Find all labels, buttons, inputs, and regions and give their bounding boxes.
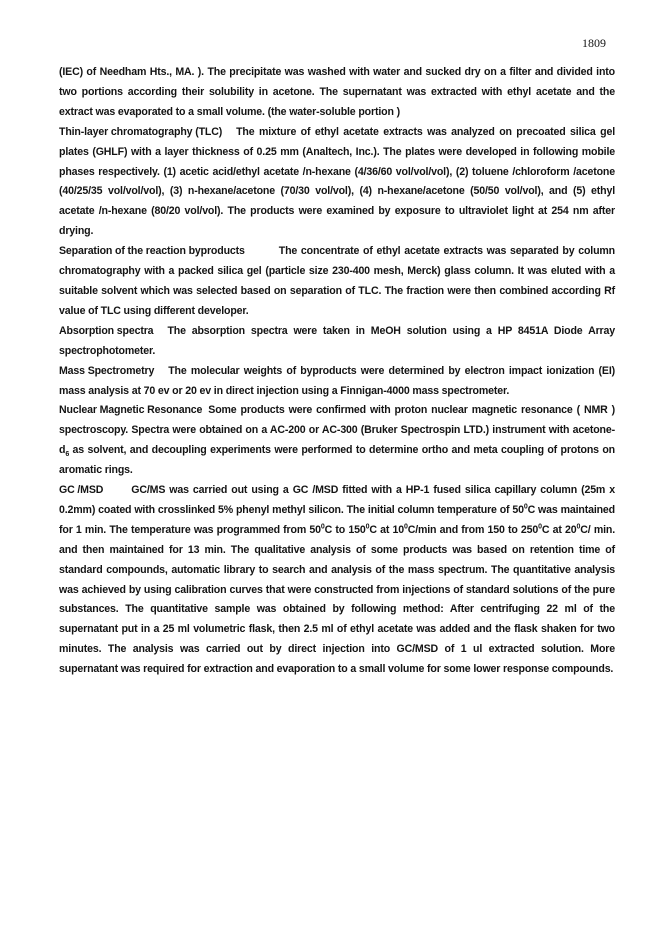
separation-heading: Separation of the reaction byproducts xyxy=(59,245,245,258)
tlc-heading: Thin-layer chromatography (TLC) xyxy=(59,125,223,138)
nmr-subscript: 6 xyxy=(65,451,70,459)
nmr-heading: Nuclear Magnetic Resonance xyxy=(59,404,203,417)
nmr-text-before: Some products were confirmed with proton nuclear magnetic resonance ( NMR ) spectroscopy. Spectra were obtained on a AC-200 or AC-300 (Bruker Spectrospin LTD.) instrument with acetone-d xyxy=(59,404,615,457)
article-body xyxy=(59,63,615,680)
separation-paragraph xyxy=(59,242,615,322)
degree-mark: 0 xyxy=(538,523,542,531)
page-number: 1809 xyxy=(582,36,606,50)
intro-paragraph: (IEC) of Needham Hts., MA. ). The precipitate was washed with water and sucked dry on a filter and divided into two portions according their solubility in acetone. The supernatant was extracted with ethyl acetate and the extract was evaporated to a small volume. (the water-soluble portion ) xyxy=(59,66,615,118)
mass-heading: Mass Spectrometry xyxy=(59,364,155,377)
degree-mark: 0 xyxy=(523,503,528,511)
gcmsd-text-7: C/ min. and then maintained for 13 min. The qualitative analysis of some products was based on retention time of standard compounds, automatic library to search and analysis of the mass spectrum. The quantitative analysis was achieved by using calibration curves that were constructed from injections of standard solutions of the pure substances. The quantitative sample was obtained by following method: After centrifuging 22 ml of the supernatant put in a 25 ml volumetric flask, then 2.5 ml of ethyl acetate was added and the flask shaken for two minutes. The analysis was carried out by direct injection into GC/MSD of 1 ul extracted solution. More supernatant was required for extraction and evaporation to a small volume for some lower response compounds. xyxy=(59,523,616,676)
absorption-paragraph xyxy=(59,322,615,362)
gcmsd-text-4: C at 10 xyxy=(369,523,404,536)
tlc-paragraph xyxy=(59,123,615,242)
gcmsd-text-1: GC/MS was carried out using a GC /MSD fitted with a HP-1 fused silica capillary column (25m x 0.2mm) coated with crosslinked 5% phenyl methyl silicon. The initial column temperature of 50 xyxy=(59,484,615,516)
separation-text: The concentrate of ethyl acetate extracts was separated by column chromatography with a packed silica gel (particle size 230-400 mesh, Merck) glass column. It was eluted with a suitable solvent which was selected based on separation of TLC. The fraction were then combined according Rf value of TLC using different developer. xyxy=(59,245,615,317)
tlc-text: The mixture of ethyl acetate extracts was analyzed on precoated silica gel plates (GHLF) with a layer thickness of 0.25 mm (Analtech, Inc.). The plates were developed in following mobile phases respectively. (1) acetic acid/ethyl acetate /n-hexane (4/36/60 vol/vol/vol), (2) toluene /chloroform /acetone (40/25/35 vol/vol/vol), (3) n-hexane/acetone (70/30 vol/vol), (4) n-hexane/acetone (50/50 vol/vol), and (5) ethyl acetate /n-hexane (80/20 vol/vol). The products were examined by exposure to ultraviolet light at 254 nm after drying. xyxy=(59,125,615,238)
absorption-text: The absorption spectra were taken in MeOH solution using a HP 8451A Diode Array spectrophotometer. xyxy=(59,324,615,357)
nmr-text-after: as solvent, and decoupling experiments were performed to determine ortho and meta coupling of protons on aromatic rings. xyxy=(59,444,615,477)
mass-paragraph xyxy=(59,362,615,402)
gcmsd-paragraph xyxy=(59,481,615,680)
absorption-heading: Absorption spectra xyxy=(59,324,154,337)
degree-mark: 0 xyxy=(320,523,325,531)
gcmsd-text-2: C was maintained for 1 min. The temperature was programmed from 50 xyxy=(59,503,615,536)
degree-mark: 0 xyxy=(403,523,408,531)
degree-mark: 0 xyxy=(576,523,581,531)
degree-mark: 0 xyxy=(365,523,370,531)
gcmsd-text-5: C/min and from 150 to 250 xyxy=(407,523,539,536)
nmr-paragraph xyxy=(59,401,615,481)
mass-text: The molecular weights of byproducts were determined by electron impact ionization (EI) mass analysis at 70 ev or 20 ev in direct injection using a Finnigan-4000 mass spectrometer. xyxy=(59,364,615,397)
gcmsd-text-6: C at 20 xyxy=(541,523,577,536)
gcmsd-heading: GC /MSD xyxy=(59,484,104,497)
gcmsd-text-3: C to 150 xyxy=(324,523,366,536)
